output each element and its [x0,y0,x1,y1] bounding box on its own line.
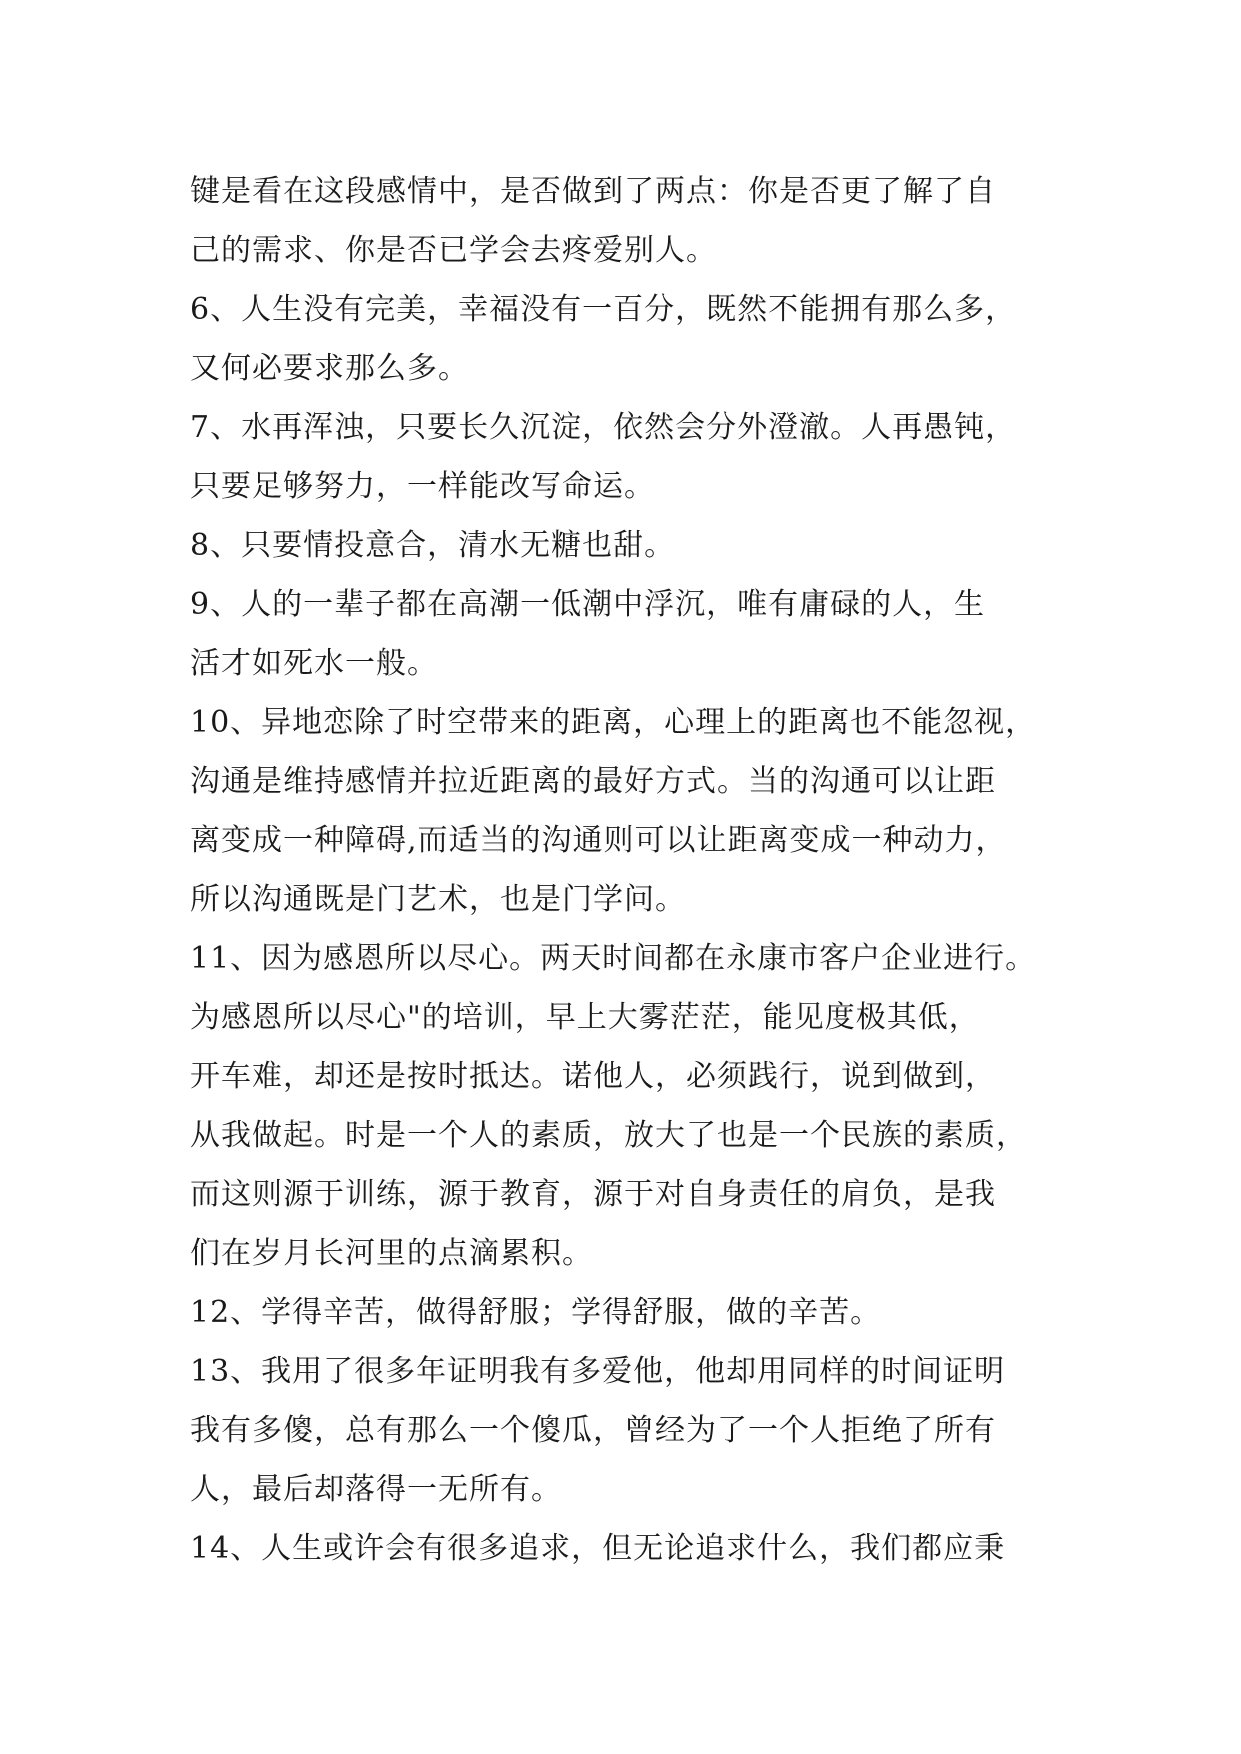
text-line: 而这则源于训练，源于教育，源于对自身责任的肩负，是我 [190,1177,996,1212]
text-line: 们在岁月长河里的点滴累积。 [190,1236,593,1271]
text-line: 9、人的一辈子都在高潮一低潮中浮沉，唯有庸碌的人，生 [190,587,986,622]
text-line: 人，最后却落得一无所有。 [190,1472,562,1507]
text-line: 己的需求、你是否已学会去疼爱别人。 [190,233,717,268]
text-line: 开车难，却还是按时抵达。诺他人，必须践行，说到做到， [190,1059,996,1094]
text-line: 沟通是维持感情并拉近距离的最好方式。当的沟通可以让距 [190,764,996,799]
body-text [190,162,1070,1578]
text-line: 键是看在这段感情中，是否做到了两点：你是否更了解了自 [190,174,996,209]
text-line: 6、人生没有完美，幸福没有一百分，既然不能拥有那么多， [190,292,1017,327]
text-line: 14、人生或许会有很多追求，但无论追求什么，我们都应秉 [190,1531,1006,1566]
text-line: 只要足够努力，一样能改写命运。 [190,469,655,504]
text-line: 13、我用了很多年证明我有多爱他，他却用同样的时间证明 [190,1354,1006,1389]
text-line: 我有多傻，总有那么一个傻瓜，曾经为了一个人拒绝了所有 [190,1413,996,1448]
text-line: 12、学得辛苦，做得舒服；学得舒服，做的辛苦。 [190,1295,882,1330]
text-line: 活才如死水一般。 [190,646,438,681]
text-line: 又何必要求那么多。 [190,351,469,386]
text-line: 7、水再浑浊，只要长久沉淀，依然会分外澄澈。人再愚钝， [190,410,1017,445]
text-line: 8、只要情投意合，清水无糖也甜。 [190,528,676,563]
text-line: 10、异地恋除了时空带来的距离，心理上的距离也不能忽视， [190,705,1037,740]
text-line: 从我做起。时是一个人的素质，放大了也是一个民族的素质， [190,1118,1027,1153]
text-line: 离变成一种障碍,而适当的沟通则可以让距离变成一种动力， [190,823,1007,858]
text-line: 为感恩所以尽心"的培训，早上大雾茫茫，能见度极其低， [190,1000,980,1035]
text-line: 所以沟通既是门艺术，也是门学问。 [190,882,686,917]
text-line: 11、因为感恩所以尽心。两天时间都在永康市客户企业进行。 [190,941,1037,976]
